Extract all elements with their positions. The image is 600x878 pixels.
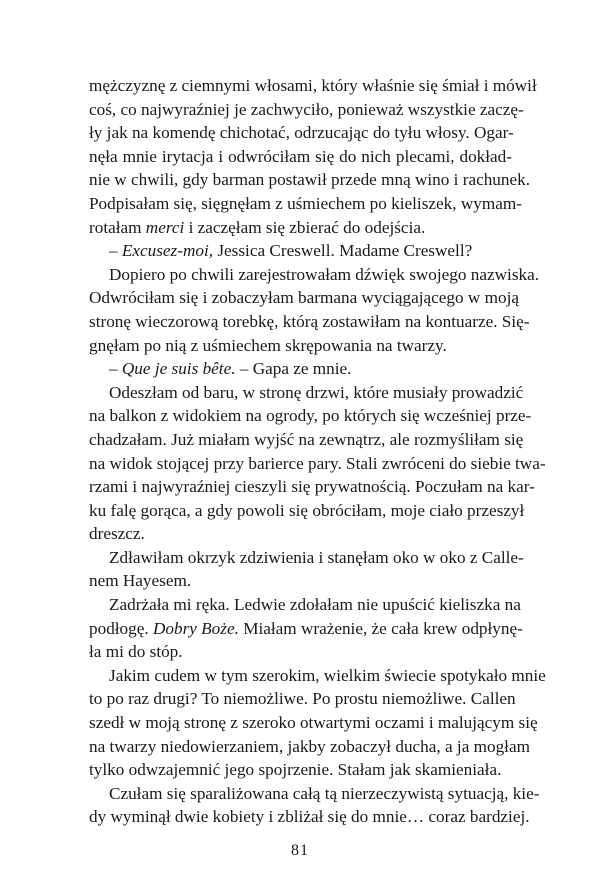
line-text: dy wyminął dwie kobiety i zbliżał się do mnie… coraz bardziej. bbox=[89, 807, 530, 827]
text-line bbox=[89, 98, 524, 122]
line-text: Jakim cudem w tym szerokim, wielkim świecie spotykało mnie bbox=[109, 665, 546, 685]
italic-phrase: Que je suis bête. bbox=[121, 359, 236, 379]
line-text: nęła mnie irytacja i odwróciłam się do nich plecami, dokład- bbox=[89, 146, 512, 166]
text-line bbox=[89, 145, 512, 169]
line-text: szedł w moją stronę z szeroko otwartymi oczami i malującym się bbox=[89, 713, 538, 733]
text-line bbox=[89, 640, 512, 664]
line-text: to po raz drugi? To niemożliwe. Po prostu niemożliwe. Callen bbox=[89, 689, 516, 709]
text-line bbox=[89, 381, 524, 405]
text-line bbox=[89, 239, 512, 263]
line-text: rzami i najwyraźniej cieszyli się prywatnością. Poczułam na kar- bbox=[89, 477, 535, 497]
text-line bbox=[89, 216, 512, 240]
text-line bbox=[89, 286, 519, 310]
line-text: i zaczęłam się zbierać do odejścia. bbox=[184, 217, 426, 237]
line-text: ku falę gorąca, a gdy powoli się obróciłam, moje ciało przeszył bbox=[89, 500, 525, 520]
line-text: Dopiero po chwili zarejestrowałam dźwięk swojego nazwiska. bbox=[109, 264, 540, 284]
text-line bbox=[89, 758, 512, 782]
line-text: gnęłam po nią z uśmiechem skrępowania na twarzy. bbox=[89, 335, 447, 355]
line-text: dreszcz. bbox=[89, 524, 145, 544]
text-line bbox=[89, 569, 512, 593]
text-line bbox=[89, 428, 524, 452]
text-line bbox=[89, 334, 512, 358]
text-line bbox=[89, 664, 546, 688]
line-text: na balkon z widokiem na ogrody, po których się wcześniej prze- bbox=[89, 406, 532, 426]
line-text: rotałam bbox=[89, 217, 146, 237]
text-line bbox=[89, 74, 537, 98]
line-text: Podpisałam się, sięgnęłam z uśmiechem po kieliszek, wymam- bbox=[89, 193, 522, 213]
text-line bbox=[89, 121, 512, 145]
text-line bbox=[89, 192, 522, 216]
line-text: nem Hayesem. bbox=[89, 571, 192, 591]
text-line bbox=[89, 735, 530, 759]
line-text: nie w chwili, gdy barman postawił przede mną wino i rachunek. bbox=[89, 170, 531, 190]
italic-phrase: Dobry Boże. bbox=[152, 618, 239, 638]
text-line bbox=[89, 499, 525, 523]
text-line bbox=[89, 263, 540, 287]
text-line bbox=[89, 310, 530, 334]
page-number: 81 bbox=[291, 842, 309, 859]
italic-phrase: merci bbox=[145, 217, 185, 237]
line-text: Odeszłam od baru, w stronę drzwi, które musiały prowadzić bbox=[109, 382, 524, 402]
line-text: Czułam się sparaliżowana całą tą nierzeczywistą sytuacją, kie- bbox=[109, 783, 540, 803]
text-line bbox=[89, 452, 546, 476]
text-line bbox=[89, 593, 521, 617]
line-text: Odwróciłam się i zobaczyłam barmana wyciągającego w moją bbox=[89, 288, 519, 308]
text-line bbox=[89, 711, 538, 735]
body-text bbox=[89, 74, 546, 829]
text-line bbox=[89, 782, 540, 806]
text-line bbox=[89, 357, 512, 381]
line-text: tylko odwzajemnić jego spojrzenie. Stałam jak skamieniała. bbox=[89, 760, 502, 780]
line-text: mężczyznę z ciemnymi włosami, który właśnie się śmiał i mówił bbox=[89, 76, 537, 95]
line-text: ła mi do stóp. bbox=[89, 642, 183, 662]
line-text: ły jak na komendę chichotać, odrzucając do tyłu włosy. Ogar- bbox=[89, 123, 514, 143]
line-text: chadzałam. Już miałam wyjść na zewnątrz, ale rozmyśliłam się bbox=[89, 429, 524, 449]
text-line bbox=[89, 546, 524, 570]
text-line bbox=[89, 687, 516, 711]
italic-phrase: Excusez-moi, bbox=[121, 241, 214, 261]
line-text: Zdławiłam okrzyk zdziwienia i stanęłam oko w oko z Calle- bbox=[109, 547, 524, 567]
text-line bbox=[89, 522, 512, 546]
line-text: – Gapa ze mnie. bbox=[235, 359, 352, 379]
line-text: coś, co najwyraźniej je zachwyciło, ponieważ wszystkie zaczę- bbox=[89, 99, 524, 119]
text-line bbox=[89, 404, 532, 428]
text-line bbox=[89, 168, 531, 192]
line-text: stronę wieczorową torebkę, którą zostawiłam na kontuarze. Się- bbox=[89, 311, 530, 331]
line-text: Jessica Creswell. Madame Creswell? bbox=[213, 241, 473, 261]
line-text: – bbox=[109, 241, 122, 261]
line-text: na widok stojącej przy barierce pary. Stali zwróceni do siebie twa- bbox=[89, 453, 546, 473]
line-text: Zadrżała mi ręka. Ledwie zdołałam nie upuścić kieliszka na bbox=[109, 595, 521, 615]
line-text: – bbox=[109, 359, 122, 379]
text-line bbox=[89, 617, 523, 641]
line-text: na twarzy niedowierzaniem, jakby zobaczył ducha, a ja mogłam bbox=[89, 736, 530, 756]
text-line bbox=[89, 475, 535, 499]
line-text: podłogę. bbox=[89, 618, 153, 638]
line-text: Miałam wrażenie, że cała krew odpłynę- bbox=[238, 618, 523, 638]
text-line bbox=[89, 805, 530, 829]
